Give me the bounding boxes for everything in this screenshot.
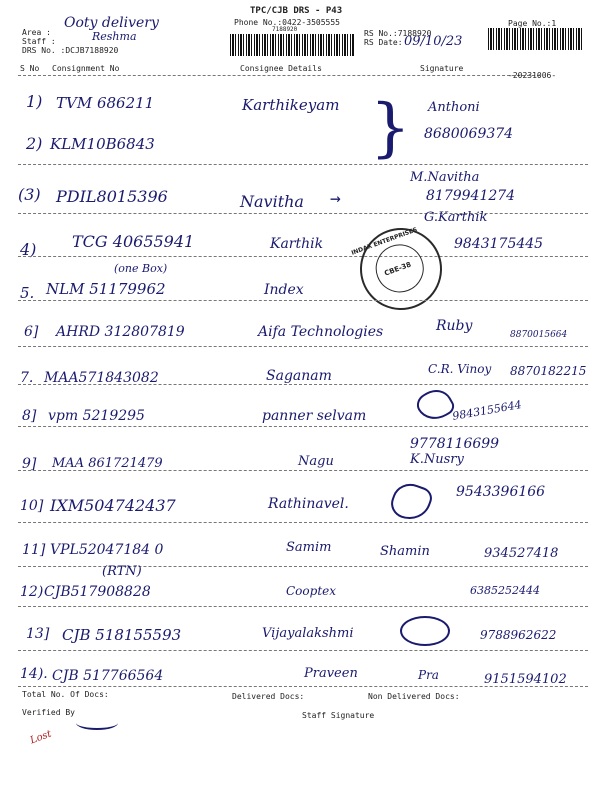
row-10-consignment: IXM504742437: [50, 496, 176, 515]
header-divider: [18, 75, 540, 76]
row-6-consignee: Aifa Technologies: [258, 324, 384, 340]
date-code: -20231006-: [508, 71, 557, 80]
arrow-icon: →: [330, 188, 341, 209]
row-11-no: 11]: [22, 542, 46, 558]
column-signature: Signature: [420, 64, 464, 73]
drs-number: DRS No. :DCJB7188920: [22, 46, 119, 55]
row-6-phone: 8870015664: [510, 330, 568, 340]
row-14-no: 14).: [20, 666, 48, 682]
row-7-consignee: Saganam: [266, 368, 332, 384]
row-7-line: [18, 384, 588, 385]
row-8-line: [18, 426, 588, 427]
row-14-signature: Pra: [418, 668, 439, 682]
row-9-signature: K.Nusry: [410, 452, 464, 467]
row-14-line: [18, 686, 588, 687]
row-5-consignee: Index: [264, 282, 304, 298]
row-8-signature-scribble: [413, 384, 457, 427]
rs-date-label: RS Date:: [364, 38, 403, 47]
row-5-consignment: NLM 51179962: [46, 280, 166, 298]
row-12-consignee: Cooptex: [286, 584, 337, 598]
row-3-consignee: Navitha: [240, 192, 304, 211]
row-9-no: 9]: [22, 456, 37, 472]
staff-value: Reshma: [92, 30, 137, 43]
row-13-signature-oval: [400, 616, 450, 646]
row-4-consignee: Karthik: [270, 236, 324, 252]
row-7-no: 7.: [20, 370, 34, 386]
row-1-signature: Anthoni: [428, 100, 480, 115]
row-3-signature: M.Navitha: [410, 170, 480, 185]
row-3-consignment: PDIL8015396: [56, 187, 168, 206]
rs-date-value: 09/10/23: [404, 34, 463, 49]
verified-by-label: Verified By: [22, 708, 75, 717]
row-4-line: [18, 256, 588, 257]
row-1-consignee: Karthikeyam: [242, 96, 340, 114]
page-number: Page No.:1: [508, 19, 557, 28]
row-4-signature: G.Karthik: [424, 210, 488, 225]
column-consignment: Consignment No: [52, 64, 120, 73]
document-title: TPC/CJB DRS - P43: [250, 6, 343, 16]
row-10-no: 10]: [20, 498, 44, 514]
row-1-phone: 8680069374: [424, 126, 514, 142]
row-11-phone: 934527418: [484, 546, 559, 561]
row-11-signature: Shamin: [380, 544, 430, 559]
row-5-no: 5.: [20, 284, 35, 302]
brace-rows-1-2: }: [370, 91, 411, 165]
row-9-consignment: MAA 861721479: [52, 456, 163, 471]
area-label: Area :: [22, 28, 51, 37]
row-9-phone: 9778116699: [410, 436, 500, 452]
non-delivered-docs-label: Non Delivered Docs:: [368, 692, 460, 701]
row-13-phone: 9788962622: [480, 628, 557, 642]
row-6-no: 6]: [24, 324, 39, 340]
row-3-phone: 8179941274: [426, 188, 516, 204]
rs-number: RS No.:7188920: [364, 29, 432, 38]
row-2-line: [18, 164, 588, 165]
top-small-number: 7188920: [272, 26, 298, 33]
phone-number: Phone No.:0422-3505555: [234, 18, 340, 27]
row-10-phone: 9543396166: [456, 484, 546, 500]
row-9-consignee: Nagu: [298, 454, 334, 469]
row-12-line: [18, 606, 588, 607]
row-7-consignment: MAA571843082: [44, 370, 159, 386]
row-8-no: 8]: [22, 408, 37, 424]
row-2-consignment: KLM10B6843: [50, 135, 155, 153]
row-13-no: 13]: [26, 626, 50, 642]
row-4-no: 4): [20, 240, 37, 259]
delivered-docs-label: Delivered Docs:: [232, 692, 305, 701]
row-9-line: [18, 470, 588, 471]
row-7-phone: 8870182215: [510, 364, 587, 378]
staff-label: Staff :: [22, 37, 56, 46]
verified-sign-note: Lost: [28, 728, 54, 747]
area-value: Ooty delivery: [64, 15, 159, 31]
row-14-consignee: Praveen: [304, 666, 358, 681]
row-3-no: (3): [18, 185, 41, 204]
row-2-no: 2): [26, 134, 43, 153]
row-8-consignee: panner selvam: [262, 408, 367, 424]
row-14-phone: 9151594102: [484, 672, 567, 687]
row-10-consignee: Rathinavel.: [268, 496, 349, 512]
column-consignee: Consignee Details: [240, 64, 322, 73]
row-8-consignment: vpm 5219295: [48, 408, 145, 424]
row-4-phone: 9843175445: [454, 236, 544, 252]
row-12-note: (RTN): [102, 564, 142, 579]
barcode-left: [230, 34, 354, 56]
verified-signature-scribble: [76, 716, 118, 730]
stamp-center-text: CBE-38: [383, 260, 413, 278]
row-4-consignment: TCG 40655941: [72, 232, 195, 251]
row-11-consignment: VPL52047184 0: [50, 542, 164, 558]
row-10-signature-scribble: [387, 479, 435, 526]
stamp-ring-text: INDAX ENTERPRISES: [350, 226, 419, 257]
row-14-consignment: CJB 517766564: [52, 668, 164, 684]
staff-signature-label: Staff Signature: [302, 711, 375, 720]
row-1-no: 1): [26, 92, 43, 111]
row-13-consignment: CJB 518155593: [62, 626, 182, 644]
row-12-phone: 6385252444: [470, 584, 540, 597]
row-10-line: [18, 522, 588, 523]
row-3-line: [18, 213, 588, 214]
barcode-right: [488, 28, 584, 50]
company-stamp: [348, 216, 453, 321]
row-7-signature: C.R. Vinoy: [428, 362, 492, 376]
row-11-consignee: Samim: [286, 540, 332, 555]
row-1-consignment: TVM 686211: [56, 94, 155, 112]
row-5-note: (one Box): [114, 262, 168, 275]
row-12-no: 12): [20, 584, 44, 600]
row-6-consignment: AHRD 312807819: [56, 324, 185, 340]
row-8-phone: 9843155644: [451, 398, 523, 423]
row-12-consignment: CJB517908828: [44, 584, 151, 600]
row-5-line: [18, 300, 588, 301]
row-13-consignee: Vijayalakshmi: [262, 626, 354, 641]
row-6-signature: Ruby: [436, 318, 473, 334]
row-13-line: [18, 650, 588, 651]
row-6-line: [18, 346, 588, 347]
total-docs-label: Total No. Of Docs:: [22, 690, 109, 699]
column-s-no: S No: [20, 64, 40, 73]
